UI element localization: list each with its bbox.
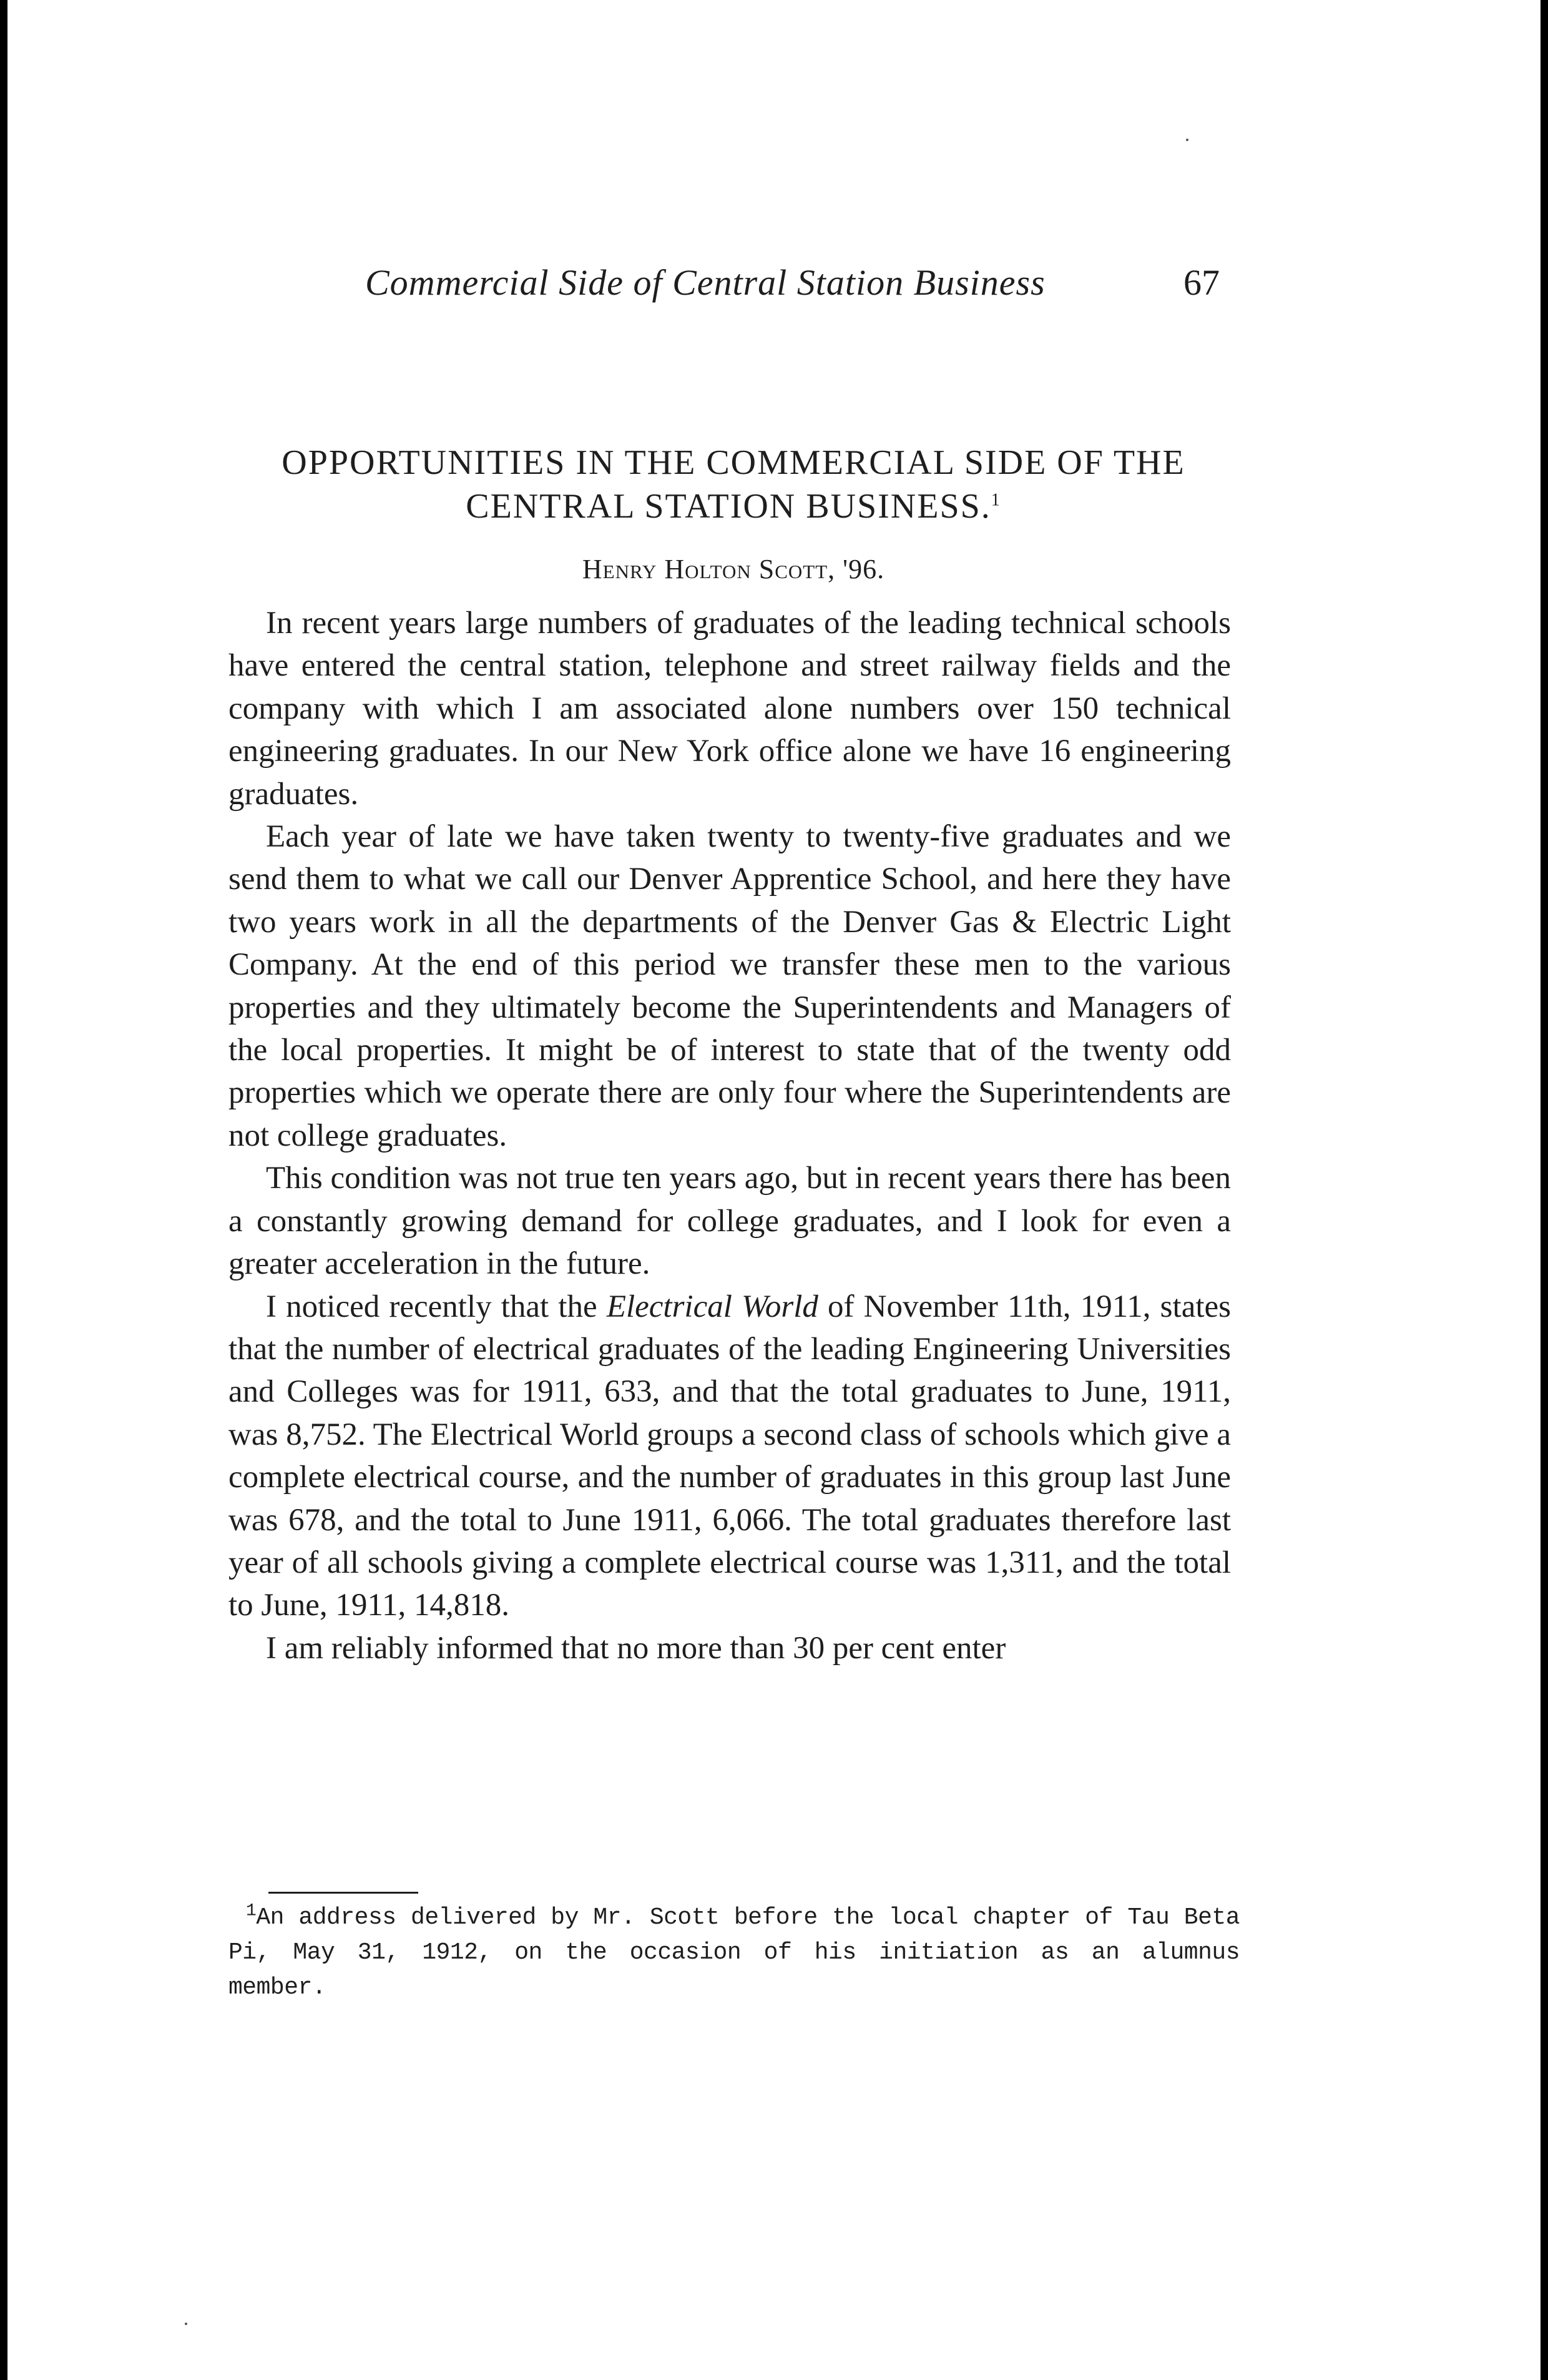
- paragraph-2: Each year of late we have taken twenty to twenty-five graduates and we send them to what we call our Denver Apprentice School, and here they have two years work in all the departments of the Denver Gas & Electric Light Company. At the end of this period we transfer these men to the various properties and they ultimately become the Superintendents and Managers of the local properties. It might be of interest to state that of the twenty odd properties which we operate there are only four where the Superintendents are not college graduates.: [228, 819, 1231, 1153]
- running-head-title: Commercial Side of Central Station Business: [365, 262, 1046, 303]
- title-footnote-mark: 1: [991, 490, 1001, 510]
- scan-border-right: [1541, 0, 1548, 2380]
- paragraph-5: I am reliably informed that no more than 30 per cent enter: [266, 1630, 1006, 1666]
- paragraph-4-lead: I noticed recently that the: [266, 1289, 607, 1324]
- article-body: [228, 602, 1231, 1669]
- footnote-mark: 1: [246, 1901, 257, 1921]
- scan-speck: [185, 2323, 187, 2325]
- paragraph-4: [228, 1286, 1231, 1627]
- footnote-text: An address delivered by Mr. Scott before the local chapter of Tau Beta Pi, May 31, 1912, on the occasion of his initiation as an alumnus member.: [228, 1904, 1240, 2001]
- scan-border-left: [0, 0, 7, 2380]
- paragraph-3: This condition was not true ten years ago, but in recent years there has been a constantly growing demand for college graduates, and I look for even a greater acceleration in the future.: [228, 1161, 1231, 1282]
- publication-title: Electrical World: [606, 1289, 818, 1324]
- paragraph-1: In recent years large numbers of graduates of the leading technical schools have entered the central station, telephone and street railway fields and the company with which I am associated alone numbers over 150 technical engineering graduates. In our New York office alone we have 16 engineering graduates.: [228, 606, 1231, 812]
- footnote: [228, 1901, 1240, 2005]
- page-number: 67: [1183, 262, 1220, 303]
- paragraph-4-rest: of November 11th, 1911, states that the number of electrical graduates of the leading Engineering Universities and Colleges was for 1911, 633, and that the total graduates to June, 1911, was 8,752. The Electrical World groups a second class of schools which give a complete electrical course, and the number of graduates in this group last June was 678, and the total to June 1911, 6,066. The total graduates therefore last year of all schools giving a complete electrical course was 1,311, and the total to June, 1911, 14,818.: [228, 1289, 1231, 1623]
- article-title-line-2: CENTRAL STATION BUSINESS.: [466, 487, 991, 526]
- footnote-divider: [268, 1892, 418, 1894]
- author-byline: Henry Holton Scott, '96.: [582, 554, 885, 584]
- article-title-line-1: OPPORTUNITIES IN THE COMMERCIAL SIDE OF THE: [282, 443, 1185, 482]
- article-title: [212, 441, 1255, 528]
- scan-speck: [1186, 139, 1188, 141]
